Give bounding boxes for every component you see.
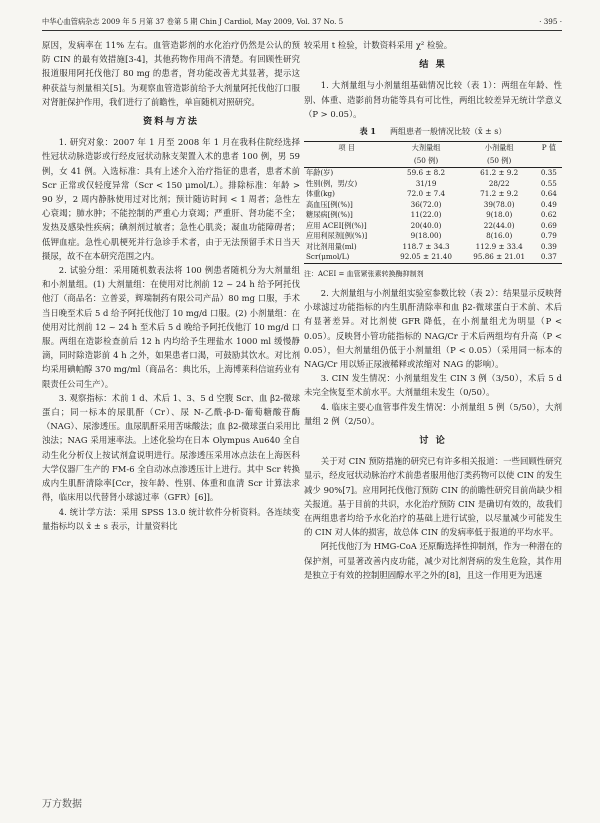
section-heading-methods: 资料与方法 xyxy=(143,116,199,128)
baseline-table xyxy=(304,141,562,264)
value-cell: 28/22 xyxy=(488,178,510,188)
watermark-footer: 万方数据 xyxy=(42,799,82,810)
lab-params-paragraph: 2. 大剂量组与小剂量组实验室参数比较（表 2）：结果显示反映肾小球滤过功能指标的内生肌酐清除率和血 β2-微球蛋白于术前、术后有显著差异。对比剂使 GFR 降低，在小剂量组尤为明显（P < 0.05）。反映肾小管功能指标的 NAG/Cr 于术后两组均有升高（P < 0.05），但大剂量组仍低于小剂量组（P < 0.05）（采用同一标本的 NAG/Cr 用以矫正尿液稀释或浓缩对 NAG 的影响）。 xyxy=(304,287,562,369)
value-cell: 72.0 ± 7.4 xyxy=(407,189,446,199)
value-cell: 11(22.0) xyxy=(410,210,442,220)
row-label-cell: 性别(例，男/女) xyxy=(306,178,358,188)
table-row xyxy=(304,200,562,211)
table-row xyxy=(304,231,562,242)
discussion-paragraph-2: 阿托伐他汀为 HMG-CoA 还原酶选择性抑制剂，作为一种潜在的保护剂，可显著改善内皮功能，减少对比剂肾病的发生危险，其作用是独立于有效的控制胆固醇水平之外的[8]，且这一作用更为迅速 xyxy=(304,541,562,580)
header-cell: 项 目 xyxy=(304,142,389,155)
value-cell: 22(44.0) xyxy=(483,220,515,230)
value-cell: 112.9 ± 33.4 xyxy=(475,241,523,251)
value-cell: 0.39 xyxy=(540,241,557,251)
header-cell: 大剂量组 xyxy=(389,142,462,155)
section-heading-discussion: 讨 论 xyxy=(419,434,447,446)
subheader-cell: (50 例) xyxy=(389,155,462,168)
value-cell: 92.05 ± 21.40 xyxy=(389,252,462,263)
right-column xyxy=(304,38,562,582)
value-cell: 36(72.0) xyxy=(410,199,442,209)
table-row xyxy=(304,168,562,179)
value-cell: 71.2 ± 9.2 xyxy=(480,189,519,199)
subheader-cell xyxy=(536,155,562,168)
discussion-paragraph-1: 关于对 CIN 预防措施的研究已有许多相关报道：一些回顾性研究显示，经皮冠状动脉治疗术前患者服用他汀类药物可以使 CIN 的发生减少 90%[7]。应用阿托伐他汀预防 CIN 的前瞻性研究目前尚缺少相关报道。基于目前的共识，水化治疗预防 CIN 是确切有效的，故我们在两组患者均给予水化治疗的基础上进行试验，以尽量减少可能发生的 CIN 对人体的损害，故总体 CIN 的发病率低于报道的平均水平。 xyxy=(304,456,562,538)
value-cell: 0.35 xyxy=(540,168,557,178)
table-label: 表 1 xyxy=(359,126,376,137)
value-cell: 8(16.0) xyxy=(486,231,513,241)
stats-continuation: 较采用 t 检验，计数资料采用 χ² 检验。 xyxy=(304,40,453,50)
cin-incidence-paragraph: 3. CIN 发生情况：小剂量组发生 CIN 3 例（3/50），术后 5 d 未完全恢复至术前水平。大剂量组未发生（0/50）。 xyxy=(304,373,562,398)
table-title: 两组患者一般情况比较（x̄ ± s） xyxy=(389,127,507,137)
journal-citation: 中华心血管病杂志 2009 年 5 月第 37 卷第 5 期 Chin J Cardiol, May 2009, Vol. 37 No. 5 xyxy=(42,17,344,26)
value-cell: 61.2 ± 9.2 xyxy=(480,168,519,178)
value-cell: 118.7 ± 34.3 xyxy=(402,241,450,251)
table-row xyxy=(304,179,562,190)
value-cell: 95.86 ± 21.01 xyxy=(463,252,536,263)
baseline-paragraph: 1. 大剂量组与小剂量组基础情况比较（表 1）：两组在年龄、性别、体重、造影前肾功能等具有可比性，两组比较差异无统计学意义（P > 0.05）。 xyxy=(304,80,562,119)
value-cell: 0.69 xyxy=(540,220,557,230)
row-label-cell: 对比剂用量(ml) xyxy=(306,241,357,251)
value-cell: 39(78.0) xyxy=(483,199,515,209)
value-cell: 9(18.0) xyxy=(486,210,513,220)
grouping-paragraph: 2. 试验分组：采用随机数表法将 100 例患者随机分为大剂量组和小剂量组。(1) 大剂量组：在使用对比剂前 12 ~ 24 h 给予阿托伐他汀（商品名：立普妥，辉瑞制药有限公司产品）80 mg 口服，手术当日晚至术后 5 d 给予阿托伐他汀 10 mg/d 口服。(2) 小剂量组：在使用对比剂前 12 ~ 24 h 至术后 5 d 晚给予阿托伐他汀 10 mg/d 口服。两组在造影检查前后 12 h 内均给予生理盐水 1000 ml 缓慢静滴，同时除造影前 4 h 之外，如果患者口渴，可鼓励其饮水。对比剂均采用碘帕醇 370 mg/ml（商品名：典比乐，上海博莱科信谊药业有限责任公司生产）。 xyxy=(42,265,300,389)
value-cell: 59.6 ± 8.2 xyxy=(407,168,446,178)
subheader-cell: (50 例) xyxy=(463,155,536,168)
section-heading-results: 结 果 xyxy=(419,59,447,71)
row-label-cell: 应用 ACEI[例(%)] xyxy=(306,220,367,230)
value-cell: 20(40.0) xyxy=(410,220,442,230)
intro-paragraph: 原因，发病率在 11% 左右。血管造影剂的水化治疗仍然是公认的预防 CIN 的最有效措施[3-4]，其他药物作用尚不清楚。有回顾性研究报道服用阿托伐他汀 80 mg 的患者，肾功能改善尤其显著，提示这种获益与剂量相关[5]。为观察血管造影前给予大剂量阿托伐他汀口服对肾脏保护作用，我们进行了前瞻性，单盲随机对照研究。 xyxy=(42,40,300,107)
row-label-cell: 高血压[例(%)] xyxy=(306,199,353,209)
running-header xyxy=(42,14,562,31)
table-row xyxy=(304,242,562,253)
value-cell: 0.62 xyxy=(540,210,557,220)
value-cell: 0.49 xyxy=(540,199,557,209)
table-row xyxy=(304,189,562,200)
left-column xyxy=(42,38,300,533)
subjects-paragraph: 1. 研究对象：2007 年 1 月至 2008 年 1 月在我科住院经选择性冠状动脉造影或行经皮冠状动脉支架置入术的患者 100 例，男 59 例，女 41 例。入选标准：具有上述介入治疗指征的患者，患者术前 Scr 正常或仅轻度异常（Scr < 150 μmol/L）。排除标准：年龄 > 90 岁，2 周内静脉使用过对比剂；预计随访时间 < 1 周者；急性左心衰竭；肺水肿；不能控制的严重心力衰竭；严重肝、肾功能不全；发热及感染性疾病；碘剂剂过敏者；急性心肌炎；凝血功能障碍者；低钾血症。急性心肌梗死并行急诊手术者，由于无法预留手术日当天摄尿，故不在本研究范围之内。 xyxy=(42,137,300,261)
row-label-cell: 体重(kg) xyxy=(306,189,335,199)
cv-events-paragraph: 4. 临床主要心血管事件发生情况：小剂量组 5 例（5/50），大剂量组 2 例（2/50）。 xyxy=(304,401,562,426)
value-cell: 31/19 xyxy=(415,178,437,188)
indicators-paragraph: 3. 观察指标：术前 1 d、术后 1、3、5 d 空腹 Scr、血 β2-微球蛋白；同一标本的尿肌酐（Cr）、尿 N-乙酰-β-D-葡萄糖酸苷酶（NAG）、尿渗透压。血尿肌酐采用苦味酸法；血 β2-微球蛋白采用比浊法；NAG 采用速率法。上述化验均在日本 Olympus Au640 全自动生化分析仪上按试剂盒说明进行。尿渗透压采用冰点法在上海医科大学仪器厂生产的 FM-6 全自动冰点渗透压计上进行。其中 Scr 转换成内生肌酐清除率[Ccr，按年龄、性别、体重和血清 Scr 计算法求得，临床用以代替肾小球滤过率（GFR）[6]]。 xyxy=(42,392,300,503)
table-body xyxy=(304,168,562,264)
header-cell: P 值 xyxy=(536,142,562,155)
value-cell: 0.79 xyxy=(540,231,557,241)
table-row xyxy=(304,252,562,263)
table-row xyxy=(304,221,562,232)
statistics-paragraph: 4. 统计学方法：采用 SPSS 13.0 统计软件分析资料。各连续变量指标均以 x̄ ± s 表示，计量资料比 xyxy=(42,506,300,531)
table-note: 注：ACEI = 血管紧张素转换酶抑制剂 xyxy=(304,269,424,278)
table-row xyxy=(304,210,562,221)
value-cell: 0.55 xyxy=(540,178,557,188)
table-caption xyxy=(304,124,562,139)
row-label-cell: Scr(μmol/L) xyxy=(304,252,389,263)
value-cell: 0.37 xyxy=(536,252,562,263)
subheader-cell xyxy=(304,155,389,168)
row-label-cell: 糖尿病[例(%)] xyxy=(306,210,353,220)
value-cell: 0.64 xyxy=(540,189,557,199)
header-cell: 小剂量组 xyxy=(463,142,536,155)
table-header-row xyxy=(304,142,562,155)
row-label-cell: 应用利尿剂[例(%)] xyxy=(306,231,368,241)
table-subheader-row xyxy=(304,155,562,168)
value-cell: 9(18.00) xyxy=(410,231,442,241)
row-label-cell: 年龄(岁) xyxy=(306,168,334,178)
page-number: · 395 · xyxy=(539,17,562,26)
